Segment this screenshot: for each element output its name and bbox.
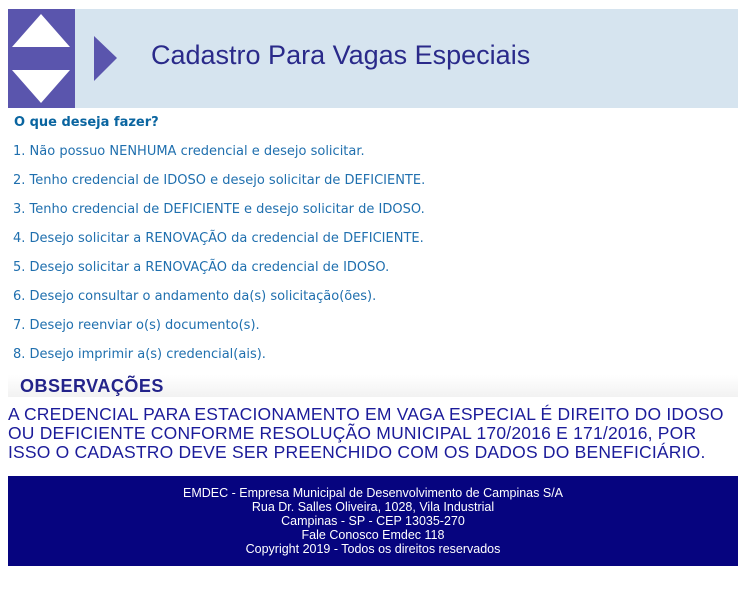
page-container (8, 9, 738, 566)
menu-question: O que deseja fazer? (14, 115, 159, 130)
option-elderly-to-disabled-link[interactable]: 2. Tenho credencial de IDOSO e desejo solicitar de DEFICIENTE. (13, 173, 426, 188)
footer-city: Campinas - SP - CEP 13035-270 (281, 514, 465, 528)
option-resend-documents-link[interactable]: 7. Desejo reenviar o(s) documento(s). (13, 318, 260, 333)
footer-contact: Fale Conosco Emdec 118 (301, 528, 445, 542)
observations-header (8, 375, 738, 397)
page-title: Cadastro Para Vagas Especiais (151, 40, 531, 70)
page-header (8, 9, 738, 108)
option-check-status-link[interactable]: 6. Desejo consultar o andamento da(s) solicitação(ões). (13, 289, 377, 304)
observations-text: A CREDENCIAL PARA ESTACIONAMENTO EM VAGA ESPECIAL É DIREITO DO IDOSO OU DEFICIENTE CONFORME RESOLUÇÃO MUNICIPAL 170/2016 E 171/2016, POR ISSO O CADASTRO DEVE SER PREENCHIDO COM OS DADOS DO BENEFICIÁRIO. (8, 404, 724, 462)
option-renew-elderly-link[interactable]: 5. Desejo solicitar a RENOVAÇÃO da credencial de IDOSO. (13, 260, 390, 275)
option-new-credential-link[interactable]: 1. Não possuo NENHUMA credencial e desejo solicitar. (13, 144, 365, 159)
footer-company: EMDEC - Empresa Municipal de Desenvolvimento de Campinas S/A (182, 486, 564, 500)
options-menu (8, 108, 738, 369)
footer-copyright: Copyright 2019 - Todos os direitos reservados (245, 542, 501, 556)
options-list (8, 137, 738, 369)
observations-heading: OBSERVAÇÕES (20, 376, 164, 396)
option-print-credential-link[interactable]: 8. Desejo imprimir a(s) credencial(ais). (13, 347, 266, 362)
page-footer (8, 476, 738, 566)
footer-address: Rua Dr. Salles Oliveira, 1028, Vila Industrial (251, 500, 495, 514)
option-disabled-to-elderly-link[interactable]: 3. Tenho credencial de DEFICIENTE e desejo solicitar de IDOSO. (13, 202, 425, 217)
emdec-logo-icon (8, 9, 128, 108)
option-renew-disabled-link[interactable]: 4. Desejo solicitar a RENOVAÇÃO da credencial de DEFICIENTE. (13, 231, 424, 246)
